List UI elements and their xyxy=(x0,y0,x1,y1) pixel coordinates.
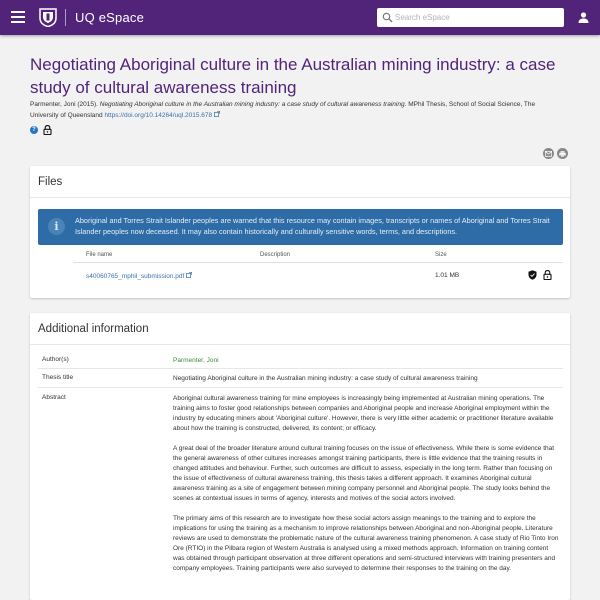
file-size: 1.01 MB xyxy=(435,272,460,279)
shield-icon xyxy=(528,270,537,280)
app-title[interactable]: UQ eSpace xyxy=(75,10,145,25)
email-icon[interactable] xyxy=(543,148,554,159)
help-icon[interactable]: ? xyxy=(30,126,38,134)
cultural-notice-text: Aboriginal and Torres Strait Islander peoples are warned that this resource may contain images, transcripts or names of Aboriginal and Torres Strait Islander peoples now deceased. It may also contain historically and culturally sensitive words, terms, and descriptions. xyxy=(75,216,550,236)
abstract-label: Abstract xyxy=(42,394,66,401)
abstract-paragraph: A great deal of the broader literature around cultural training focuses on the issue of effectiveness. While there is some evidence that the general awareness of other cultures increases amongst training participants, there is little evidence that the training results in changed attitudes and behaviour. Further, such outcomes are difficult to assess, especially in the long term. Rather than focusing on the issue of effectiveness of cultural awareness training, this thesis takes a different approach. It examines Aboriginal cultural awareness training as a site of engagement between mining company personnel and Aboriginal people. The study looks behind the scenes at contextual issues in terms of agency, interests and motives of the social actors involved. xyxy=(173,445,555,502)
citation-details: MPhil Thesis, School of Social Science, The University of Queensland xyxy=(30,101,536,119)
files-heading: Files xyxy=(38,176,63,188)
files-card xyxy=(30,166,570,298)
external-link-icon xyxy=(186,272,192,278)
search-icon xyxy=(382,12,393,23)
lock-icon xyxy=(43,125,52,135)
table-row xyxy=(38,369,563,388)
divider xyxy=(30,344,570,345)
search-input[interactable] xyxy=(395,10,560,25)
thesis-title-label: Thesis title xyxy=(42,374,74,381)
file-link[interactable] xyxy=(86,272,192,280)
citation-authors: Parmenter, Joni (2015). xyxy=(30,101,98,108)
uq-crest-icon[interactable] xyxy=(39,8,57,27)
column-header-file-name: File name xyxy=(86,252,113,258)
authors-label: Author(s) xyxy=(42,356,69,363)
additional-info-heading: Additional information xyxy=(38,323,149,335)
column-header-size: Size xyxy=(435,252,447,258)
print-icon[interactable] xyxy=(557,148,568,159)
menu-icon[interactable] xyxy=(11,11,25,23)
additional-info-card xyxy=(30,313,570,600)
thesis-title-value: Negotiating Aboriginal culture in the Australian mining industry: a case study of cultural awareness training xyxy=(173,375,478,382)
page-title: Negotiating Aboriginal culture in the Australian mining industry: a case study of cultural awareness training xyxy=(30,55,556,97)
lock-icon xyxy=(543,270,552,280)
table-row xyxy=(38,351,563,369)
abstract-paragraph: The primary aims of this research are to investigate how these social actors assign meanings to the training and to explore the implications for using the training as a mechanism to improve relationships between Aboriginal and non-Aboriginal people. Literature reviews are used to demonstrate the problematic nature of the cultural awareness training phenomenon. A case study of Rio Tinto Iron Ore (RTIO) in the Pilbara region of Western Australia is analysed using a mixed methods approach. Information on training content was obtained through participant observation at three different operations and semi-structured interviews with training presenters and company employees. Training participants were also surveyed to determine their responses to the training on the day. xyxy=(173,515,559,572)
cultural-notice xyxy=(38,209,563,245)
app-divider xyxy=(65,9,66,26)
author-link[interactable]: Parmenter, Joni xyxy=(173,357,219,364)
column-header-description: Description xyxy=(260,252,291,258)
search-box[interactable] xyxy=(377,8,564,27)
divider xyxy=(30,197,570,198)
account-icon[interactable] xyxy=(577,11,590,24)
doi-link[interactable]: https://doi.org/10.14264/uql.2015.678 xyxy=(104,111,213,119)
divider xyxy=(73,262,563,263)
table-row xyxy=(38,388,563,600)
citation xyxy=(30,100,560,121)
citation-title: Negotiating Aboriginal culture in the Australian mining industry: a case study of cultural awareness training. xyxy=(99,101,407,108)
abstract-value xyxy=(173,394,561,584)
external-link-icon xyxy=(214,111,220,117)
file-name[interactable]: s40060765_mphil_submission.pdf xyxy=(86,273,185,280)
info-icon: i xyxy=(48,218,65,235)
app-bar xyxy=(0,0,600,35)
abstract-paragraph: Aboriginal cultural awareness training for mine employees is increasingly being implemented at Australian mining operations. The training aims to foster good relationships between companies and Aboriginal people and increase Aboriginal employment within the industry by educating miners about 'Aboriginal culture'. However, there is very little either academic or practitioner literature available about how the training is constructed, delivered, its content; or efficacy. xyxy=(173,395,554,432)
